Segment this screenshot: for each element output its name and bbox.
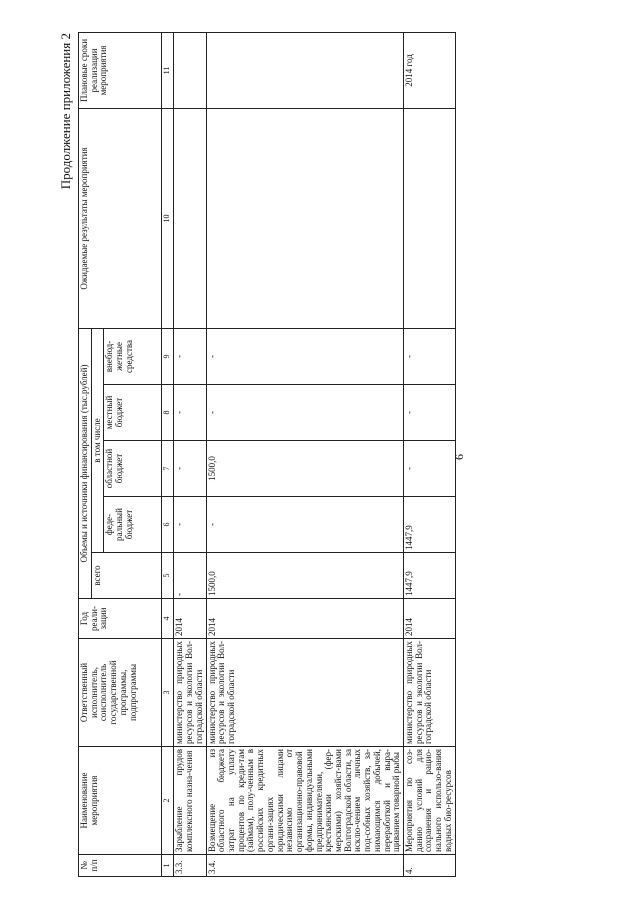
row-terms xyxy=(174,32,206,108)
row-name: Мероприятия по соз-данию условий для сохранения и рацио-нального использо-вания водных био-ресурсов xyxy=(403,747,455,855)
row-responsible: министерство природных ресурсов и экологии Вол-гоградской области xyxy=(174,639,206,747)
header-funding: Объемы и источники финансирования (тыс.рублей) xyxy=(79,328,92,598)
header-results: Ожидаемые результаты мероприятия xyxy=(79,108,162,328)
column-number-row xyxy=(162,32,174,876)
header-num: № п/п xyxy=(79,855,162,877)
row-local: - xyxy=(174,385,206,441)
row-local: - xyxy=(206,385,403,441)
row-year: 2014 xyxy=(403,599,455,639)
row-offbudget: - xyxy=(174,328,206,384)
row-total: 1447,9 xyxy=(403,553,455,599)
header-local: местный бюджет xyxy=(104,385,162,441)
column-number: 9 xyxy=(162,328,174,384)
row-terms xyxy=(206,32,403,108)
header-row-1 xyxy=(79,32,92,876)
header-federal: феде-ральный бюджет xyxy=(104,497,162,553)
row-num: 3.3. xyxy=(174,855,206,877)
row-local: - xyxy=(403,385,455,441)
row-name: Зарыбление прудов комплексного назна-чения xyxy=(174,747,206,855)
row-results xyxy=(403,108,455,328)
row-results xyxy=(206,108,403,328)
header-name: Наименование мероприятия xyxy=(79,747,162,855)
column-number: 2 xyxy=(162,747,174,855)
continuation-label: Продолжение приложения 2 xyxy=(58,33,73,190)
row-responsible: министерство природных ресурсов и экологии Вол-гоградской области xyxy=(206,639,403,747)
column-number: 4 xyxy=(162,599,174,639)
row-num: 3.4. xyxy=(206,855,403,877)
table-row xyxy=(174,32,206,876)
header-total: всего xyxy=(91,553,162,599)
row-federal: 1447,9 xyxy=(403,497,455,553)
table-row xyxy=(206,32,403,876)
column-number: 1 xyxy=(162,855,174,877)
header-offbudget: внебюд-жетные средства xyxy=(104,328,162,384)
column-number: 8 xyxy=(162,385,174,441)
column-number: 11 xyxy=(162,32,174,108)
row-year: 2014 xyxy=(174,599,206,639)
table-row xyxy=(403,32,455,876)
row-regional: - xyxy=(174,441,206,497)
row-total: 1500,0 xyxy=(206,553,403,599)
row-offbudget: - xyxy=(403,328,455,384)
row-total: - xyxy=(174,553,206,599)
row-year: 2014 xyxy=(206,599,403,639)
page-number: 6 xyxy=(452,454,466,460)
row-results xyxy=(174,108,206,328)
header-regional: областной бюджет xyxy=(104,441,162,497)
column-number: 5 xyxy=(162,553,174,599)
header-including: в том числе xyxy=(91,328,104,552)
row-offbudget: - xyxy=(206,328,403,384)
row-terms: 2014 год xyxy=(403,32,455,108)
row-regional: - xyxy=(403,441,455,497)
row-responsible: министерство природных ресурсов и экологии Вол-гоградской области xyxy=(403,639,455,747)
header-responsible: Ответственный исполнитель, соисполнитель государственной программы, подпрограммы xyxy=(79,639,162,747)
row-federal: - xyxy=(174,497,206,553)
program-table xyxy=(78,32,456,877)
row-name: Возмещение из областного бюджета затрат на уплату процентов по креди-там (займам), полу-ченным в российских кредитных органи-зациях юридическими лицами независимо от организационно-правовой формы, индивидуальными предпринимателями, крестьянскими (фер-мерскими) хозяйст-вами Волгоградской области, за исклю-чением личных под-собных хозяйств, за-нимающимся добычей, переработкой и выра-щиванием товарной рыбы xyxy=(206,747,403,855)
column-number: 7 xyxy=(162,441,174,497)
column-number: 6 xyxy=(162,497,174,553)
column-number: 3 xyxy=(162,639,174,747)
column-number: 10 xyxy=(162,108,174,328)
row-federal: - xyxy=(206,497,403,553)
row-num: 4. xyxy=(403,855,455,877)
header-terms: Плановые сроки реализации мероприятия xyxy=(79,32,162,108)
rotated-page xyxy=(0,15,640,890)
row-regional: 1500,0 xyxy=(206,441,403,497)
header-year: Год реали-зации xyxy=(79,599,162,639)
